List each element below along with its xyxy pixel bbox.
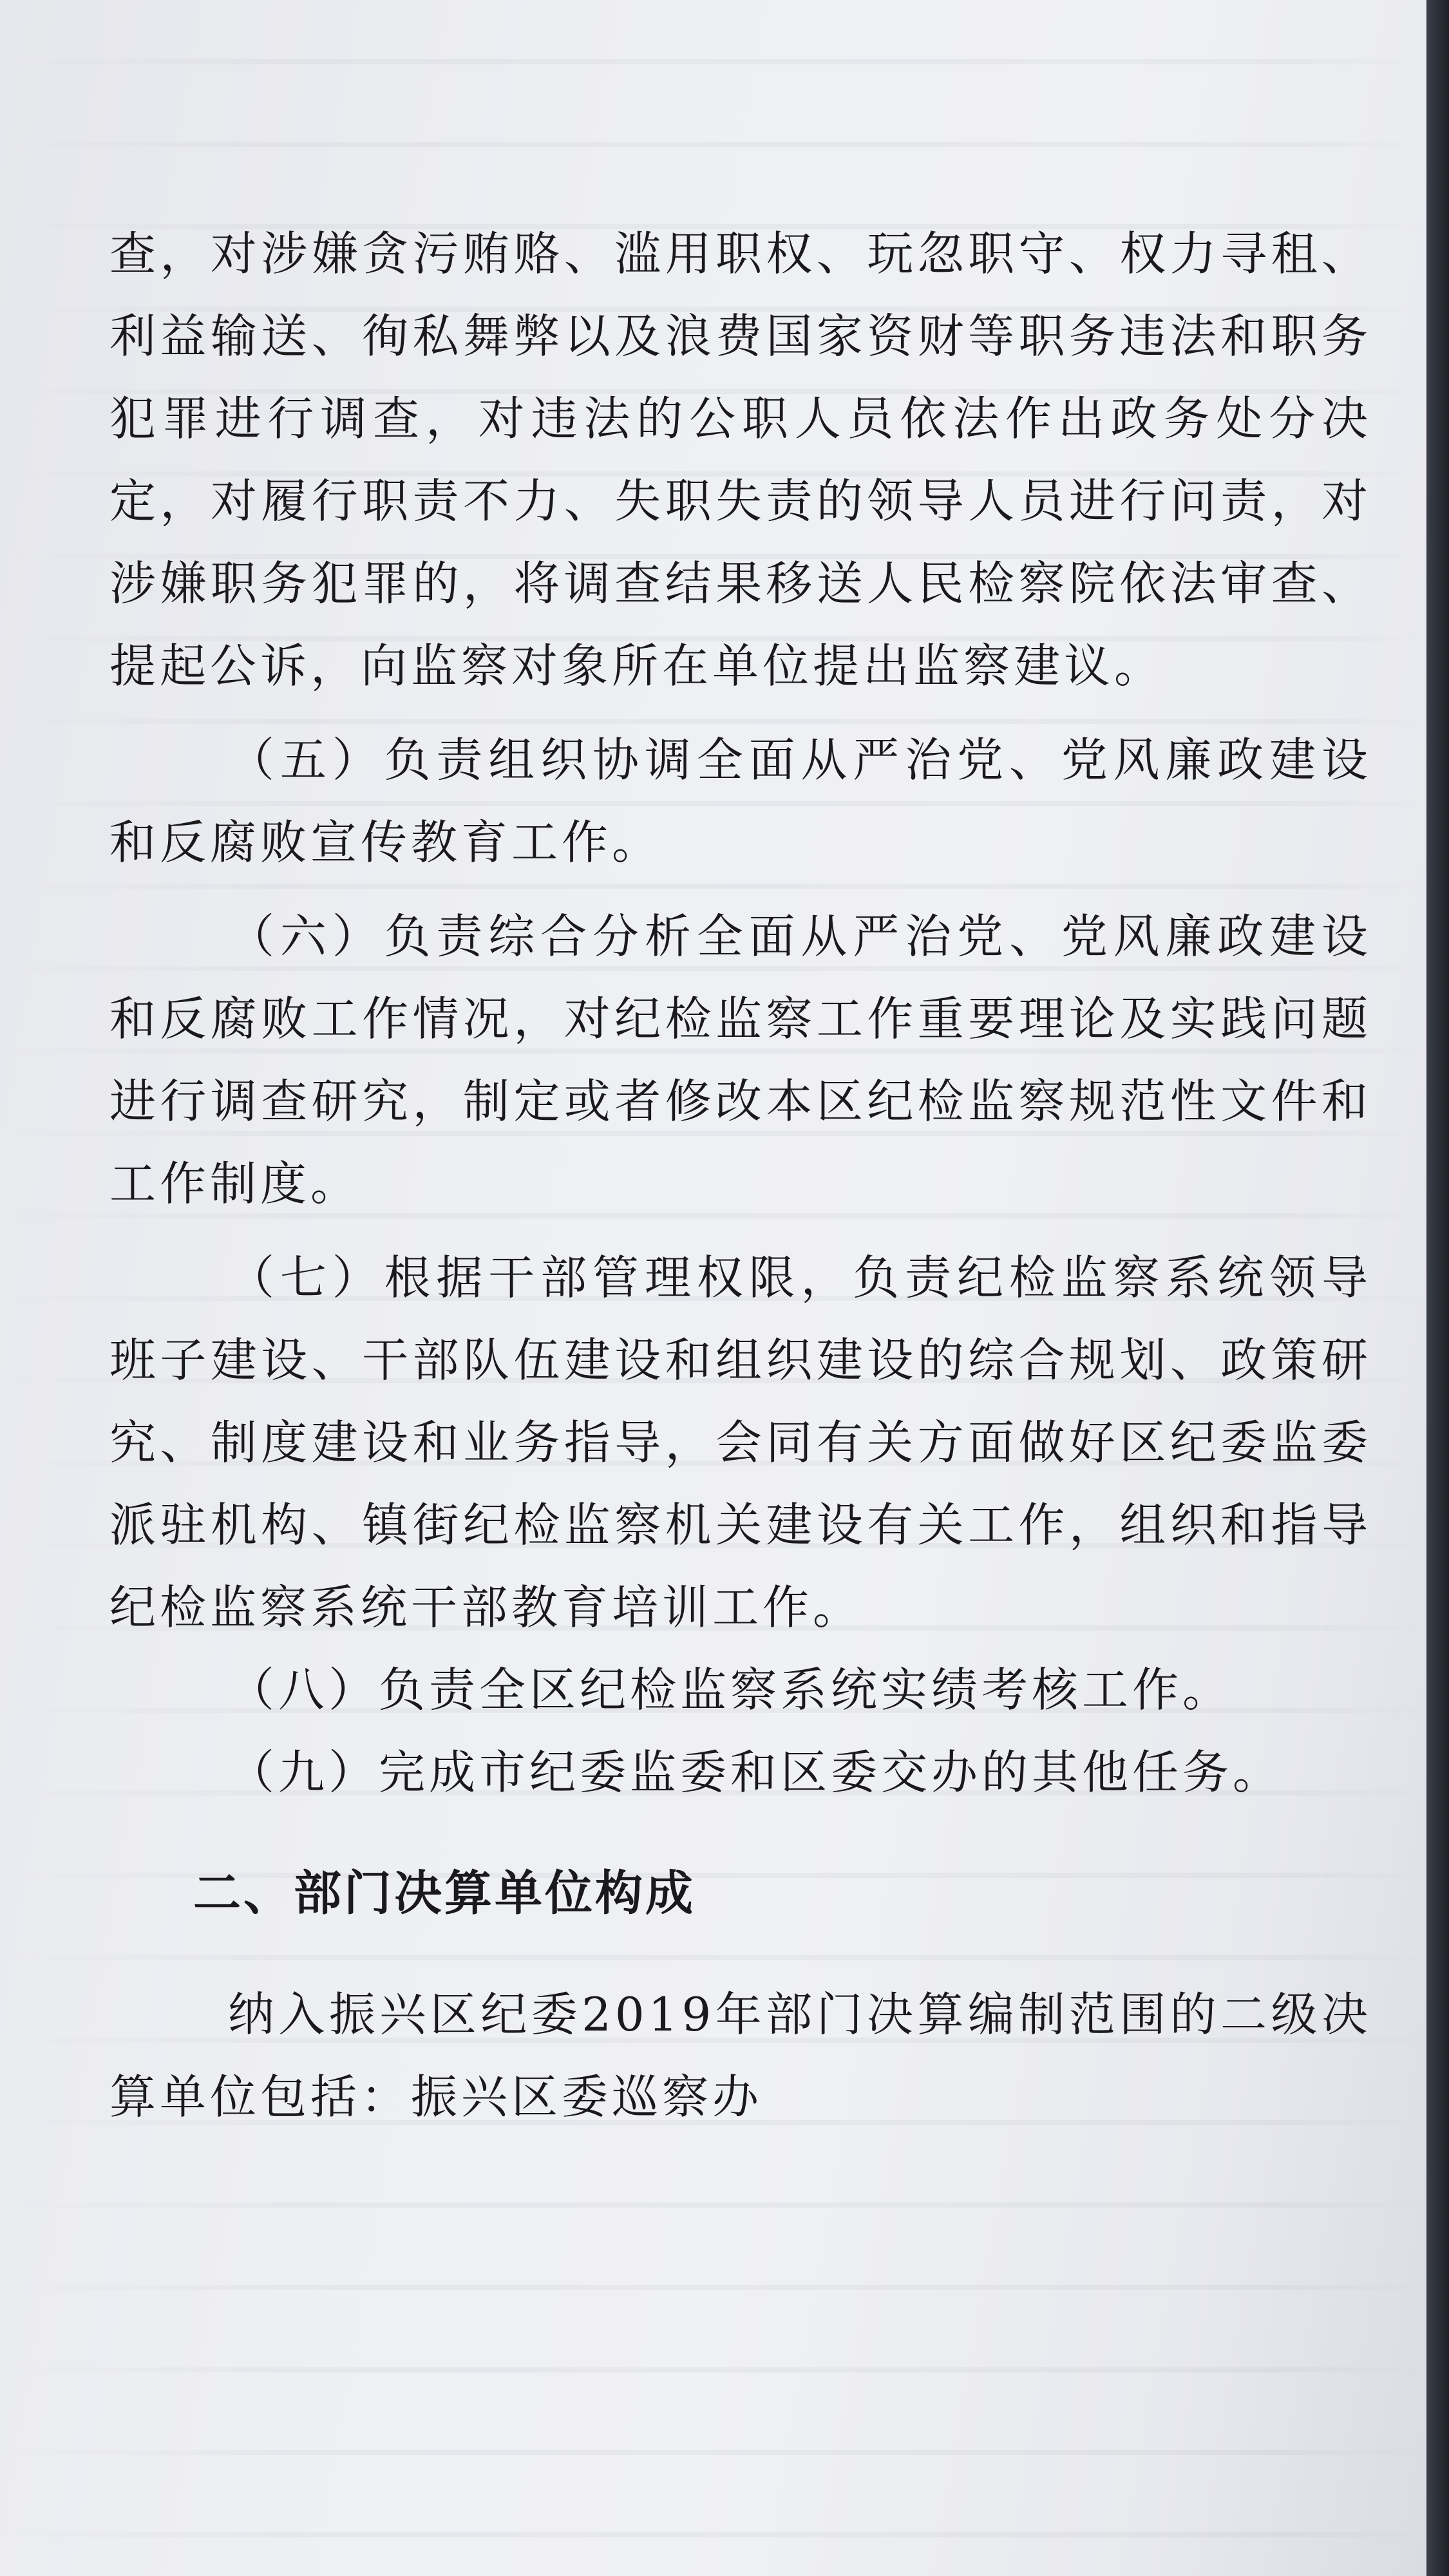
dark-background-edge xyxy=(1426,0,1449,2576)
paragraph-item-6: （六）负责综合分析全面从严治党、党风廉政建设和反腐败工作情况，对纪检监察工作重要理论及实践问题进行调查研究，制定或者修改本区纪检监察规范性文件和工作制度。 xyxy=(109,909,1372,1211)
paragraph-unit-composition: 纳入振兴区纪委2019年部门决算编制范围的二级决算单位包括：振兴区委巡察办 xyxy=(109,1987,1372,2124)
paragraph-item-9: （九）完成市纪委监委和区委交办的其他任务。 xyxy=(228,1745,1283,1799)
paragraph-item-7: （七）根据干部管理权限，负责纪检监察系统领导班子建设、干部队伍建设和组织建设的综合规划、政策研究、制度建设和业务指导，会同有关方面做好区纪委监委派驻机构、镇街纪检监察机关建设有关工作，组织和指导纪检监察系统干部教育培训工作。 xyxy=(109,1251,1372,1634)
paragraph-duties-continued: 查，对涉嫌贪污贿赂、滥用职权、玩忽职守、权力寻租、利益输送、徇私舞弊以及浪费国家资财等职务违法和职务犯罪进行调查，对违法的公职人员依法作出政务处分决定，对履行职责不力、失职失责的领导人员进行问责，对涉嫌职务犯罪的，将调查结果移送人民检察院依法审查、提起公诉，向监察对象所在单位提出监察建议。 xyxy=(109,227,1372,693)
paragraph-item-5: （五）负责组织协调全面从严治党、党风廉政建设和反腐败宣传教育工作。 xyxy=(109,733,1372,869)
section-heading: 二、部门决算单位构成 xyxy=(193,1866,696,1921)
document-body xyxy=(109,213,1372,2138)
paragraph-item-8: （八）负责全区纪检监察系统实绩考核工作。 xyxy=(228,1663,1233,1717)
